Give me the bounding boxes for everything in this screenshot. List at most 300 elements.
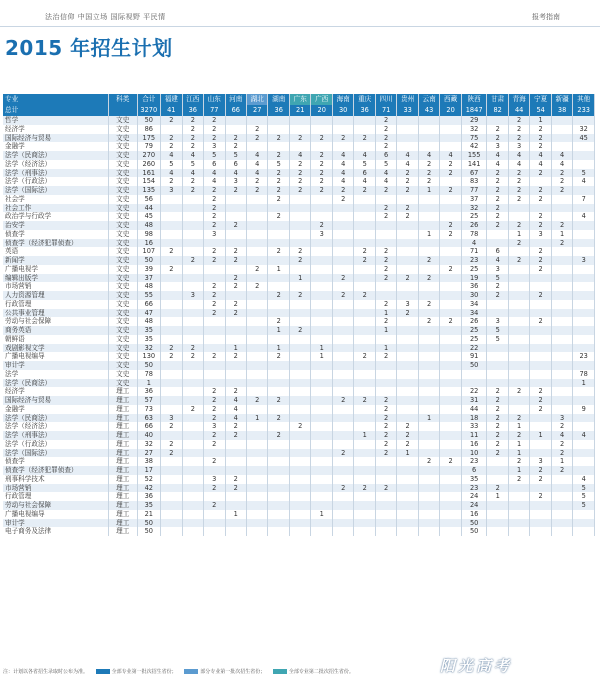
table-cell: 7 xyxy=(573,195,595,204)
table-cell xyxy=(551,204,572,213)
table-cell xyxy=(397,116,418,125)
table-cell xyxy=(332,475,353,484)
table-cell xyxy=(247,116,268,125)
table-row xyxy=(3,282,595,291)
table-cell: 1 xyxy=(508,230,529,239)
table-cell xyxy=(204,492,225,501)
table-cell xyxy=(487,116,508,125)
table-cell xyxy=(573,282,595,291)
major-name-cell: 金融学 xyxy=(3,142,108,151)
table-cell: 2 xyxy=(418,169,439,178)
table-cell: 2 xyxy=(440,230,461,239)
table-cell xyxy=(225,466,246,475)
table-cell: 155 xyxy=(461,151,487,160)
table-cell: 5 xyxy=(573,501,595,510)
table-cell xyxy=(418,527,439,536)
table-cell: 4 xyxy=(225,414,246,423)
table-cell: 2 xyxy=(204,309,225,318)
table-row xyxy=(3,151,595,160)
table-cell xyxy=(225,335,246,344)
table-cell xyxy=(332,239,353,248)
table-cell xyxy=(530,440,551,449)
table-cell: 5 xyxy=(573,484,595,493)
table-cell xyxy=(573,519,595,528)
table-cell: 1 xyxy=(311,510,332,519)
table-row xyxy=(3,379,595,388)
table-cell xyxy=(332,317,353,326)
enrollment-plan-table xyxy=(3,94,595,536)
table-row xyxy=(3,466,595,475)
table-cell: 2 xyxy=(487,484,508,493)
table-cell xyxy=(311,265,332,274)
table-cell: 3 xyxy=(161,414,182,423)
table-cell: 3 xyxy=(204,422,225,431)
table-cell xyxy=(182,457,203,466)
column-header: 青海 xyxy=(508,94,529,105)
table-cell xyxy=(397,501,418,510)
table-cell xyxy=(182,475,203,484)
major-name-cell: 社会学 xyxy=(3,195,108,204)
table-cell: 2 xyxy=(332,186,353,195)
table-cell xyxy=(440,414,461,423)
table-cell xyxy=(397,510,418,519)
table-cell xyxy=(182,379,203,388)
table-cell: 2 xyxy=(204,204,225,213)
table-cell xyxy=(418,510,439,519)
table-cell xyxy=(375,457,396,466)
table-cell xyxy=(354,387,375,396)
table-cell xyxy=(311,414,332,423)
table-cell xyxy=(247,291,268,300)
table-cell: 2 xyxy=(551,466,572,475)
table-row xyxy=(3,300,595,309)
table-cell: 3 xyxy=(204,475,225,484)
table-cell xyxy=(268,422,289,431)
table-cell xyxy=(440,501,461,510)
table-cell: 32 xyxy=(461,204,487,213)
table-cell: 2 xyxy=(508,186,529,195)
table-cell xyxy=(440,274,461,283)
table-cell xyxy=(354,519,375,528)
table-cell xyxy=(551,134,572,143)
table-cell: 1 xyxy=(551,230,572,239)
table-cell: 48 xyxy=(137,317,161,326)
table-cell xyxy=(182,326,203,335)
table-cell: 83 xyxy=(461,177,487,186)
table-cell xyxy=(289,431,310,440)
table-cell xyxy=(182,387,203,396)
table-cell: 理工 xyxy=(108,414,137,423)
table-cell xyxy=(418,326,439,335)
table-cell: 3 xyxy=(204,142,225,151)
table-row xyxy=(3,116,595,125)
table-cell xyxy=(268,457,289,466)
table-cell: 98 xyxy=(137,230,161,239)
table-cell: 2 xyxy=(354,484,375,493)
table-row xyxy=(3,230,595,239)
total-cell: 21 xyxy=(289,105,310,116)
table-cell xyxy=(354,309,375,318)
table-cell: 2 xyxy=(161,142,182,151)
table-cell: 2 xyxy=(311,151,332,160)
major-name-cell: 朝鲜语 xyxy=(3,335,108,344)
table-cell xyxy=(573,440,595,449)
table-cell xyxy=(182,230,203,239)
table-cell: 2 xyxy=(508,125,529,134)
table-cell xyxy=(354,239,375,248)
total-cell: 36 xyxy=(354,105,375,116)
table-cell xyxy=(354,414,375,423)
table-cell xyxy=(397,195,418,204)
table-cell: 2 xyxy=(551,186,572,195)
table-cell: 4 xyxy=(289,151,310,160)
table-row xyxy=(3,256,595,265)
table-cell: 5 xyxy=(487,335,508,344)
table-row xyxy=(3,274,595,283)
column-header: 宁夏 xyxy=(530,94,551,105)
table-cell xyxy=(354,501,375,510)
table-cell: 2 xyxy=(440,160,461,169)
total-cell: 54 xyxy=(530,105,551,116)
page-title: 2015 年招生计划 xyxy=(5,36,173,60)
table-cell: 2 xyxy=(508,134,529,143)
table-cell: 2 xyxy=(182,142,203,151)
table-cell xyxy=(418,309,439,318)
table-cell: 2 xyxy=(225,300,246,309)
table-cell: 2 xyxy=(487,431,508,440)
column-header: 科类 xyxy=(108,94,137,105)
table-cell xyxy=(289,344,310,353)
table-cell: 2 xyxy=(204,221,225,230)
table-cell: 2 xyxy=(204,300,225,309)
table-cell xyxy=(332,344,353,353)
table-cell: 1 xyxy=(508,422,529,431)
table-cell xyxy=(247,300,268,309)
table-cell: 理工 xyxy=(108,466,137,475)
table-cell xyxy=(289,335,310,344)
table-cell xyxy=(354,142,375,151)
total-cell: 30 xyxy=(332,105,353,116)
table-cell xyxy=(487,309,508,318)
table-cell xyxy=(418,440,439,449)
table-cell xyxy=(551,265,572,274)
table-row xyxy=(3,510,595,519)
table-cell xyxy=(551,405,572,414)
table-cell: 2 xyxy=(268,317,289,326)
table-cell: 文史 xyxy=(108,370,137,379)
table-cell xyxy=(289,195,310,204)
total-cell: 38 xyxy=(551,105,572,116)
table-cell xyxy=(182,239,203,248)
table-cell: 25 xyxy=(461,326,487,335)
table-cell: 2 xyxy=(268,396,289,405)
legend-swatch-batch1-all xyxy=(96,669,110,674)
table-cell xyxy=(268,519,289,528)
table-cell xyxy=(508,317,529,326)
table-cell xyxy=(573,204,595,213)
table-cell: 16 xyxy=(137,239,161,248)
table-cell xyxy=(551,396,572,405)
table-cell: 1 xyxy=(397,449,418,458)
table-cell: 2 xyxy=(225,422,246,431)
table-cell: 2 xyxy=(204,431,225,440)
table-cell: 57 xyxy=(137,396,161,405)
table-cell xyxy=(311,116,332,125)
table-cell xyxy=(182,335,203,344)
table-cell: 1 xyxy=(508,440,529,449)
table-cell: 3 xyxy=(161,186,182,195)
table-cell xyxy=(530,449,551,458)
table-cell xyxy=(247,326,268,335)
table-cell xyxy=(354,335,375,344)
table-cell xyxy=(311,519,332,528)
table-cell: 2 xyxy=(551,422,572,431)
table-cell xyxy=(332,335,353,344)
table-cell xyxy=(573,230,595,239)
table-cell xyxy=(530,177,551,186)
table-cell xyxy=(182,519,203,528)
table-cell: 文史 xyxy=(108,247,137,256)
table-cell xyxy=(530,239,551,248)
table-cell xyxy=(289,221,310,230)
table-cell: 4 xyxy=(530,151,551,160)
table-cell: 2 xyxy=(375,317,396,326)
legend-label-1: 全部专业第一批次招生省份； xyxy=(111,669,177,675)
table-cell xyxy=(551,326,572,335)
table-cell xyxy=(418,405,439,414)
table-cell xyxy=(440,431,461,440)
table-cell xyxy=(530,282,551,291)
table-cell xyxy=(182,501,203,510)
table-cell xyxy=(397,414,418,423)
table-cell: 1 xyxy=(311,344,332,353)
table-header-row xyxy=(3,94,595,105)
table-cell: 1 xyxy=(268,326,289,335)
table-cell xyxy=(418,396,439,405)
table-cell xyxy=(440,484,461,493)
table-cell: 154 xyxy=(137,177,161,186)
table-cell: 2 xyxy=(530,142,551,151)
table-cell xyxy=(161,212,182,221)
total-cell: 82 xyxy=(487,105,508,116)
table-cell xyxy=(487,379,508,388)
table-cell xyxy=(354,125,375,134)
table-cell xyxy=(530,510,551,519)
major-name-cell: 侦查学（经济犯罪侦查） xyxy=(3,466,108,475)
table-cell: 2 xyxy=(551,177,572,186)
table-cell xyxy=(375,361,396,370)
table-cell xyxy=(418,282,439,291)
table-cell: 86 xyxy=(137,125,161,134)
major-name-cell: 劳动与社会保障 xyxy=(3,501,108,510)
table-cell xyxy=(573,510,595,519)
table-cell: 2 xyxy=(375,265,396,274)
table-cell xyxy=(487,370,508,379)
table-cell xyxy=(397,142,418,151)
table-cell: 理工 xyxy=(108,422,137,431)
major-name-cell: 行政管理 xyxy=(3,300,108,309)
table-cell: 4 xyxy=(182,169,203,178)
table-cell xyxy=(440,510,461,519)
table-cell: 2 xyxy=(161,344,182,353)
table-cell: 4 xyxy=(508,151,529,160)
table-cell: 理工 xyxy=(108,492,137,501)
table-cell xyxy=(440,195,461,204)
table-cell: 4 xyxy=(573,212,595,221)
table-cell: 21 xyxy=(137,510,161,519)
table-cell: 35 xyxy=(137,335,161,344)
table-cell xyxy=(204,510,225,519)
table-cell xyxy=(573,300,595,309)
table-cell xyxy=(268,142,289,151)
table-cell xyxy=(225,195,246,204)
column-header: 四川 xyxy=(375,94,396,105)
table-cell: 91 xyxy=(461,352,487,361)
table-cell xyxy=(397,134,418,143)
header-section: 报考指南 xyxy=(532,13,560,21)
table-cell xyxy=(354,195,375,204)
table-cell: 3 xyxy=(551,414,572,423)
table-cell: 4 xyxy=(204,169,225,178)
table-cell: 理工 xyxy=(108,449,137,458)
table-cell xyxy=(204,466,225,475)
table-cell xyxy=(530,300,551,309)
major-name-cell: 市场营销 xyxy=(3,282,108,291)
table-cell: 141 xyxy=(461,160,487,169)
table-cell xyxy=(530,414,551,423)
table-cell xyxy=(204,527,225,536)
table-cell xyxy=(289,484,310,493)
table-cell: 文史 xyxy=(108,230,137,239)
table-cell: 2 xyxy=(530,317,551,326)
table-cell: 理工 xyxy=(108,519,137,528)
column-header: 甘肃 xyxy=(487,94,508,105)
table-cell: 161 xyxy=(137,169,161,178)
table-cell xyxy=(182,431,203,440)
table-cell: 2 xyxy=(508,177,529,186)
table-cell: 10 xyxy=(461,449,487,458)
major-name-cell: 广播电视编导 xyxy=(3,510,108,519)
table-cell xyxy=(530,204,551,213)
table-cell xyxy=(508,212,529,221)
column-header: 贵州 xyxy=(397,94,418,105)
table-cell xyxy=(204,239,225,248)
table-cell: 2 xyxy=(204,352,225,361)
table-cell: 文史 xyxy=(108,274,137,283)
table-cell xyxy=(247,195,268,204)
column-header: 合计 xyxy=(137,94,161,105)
table-cell: 理工 xyxy=(108,431,137,440)
table-cell xyxy=(247,510,268,519)
table-cell xyxy=(397,475,418,484)
table-cell: 2 xyxy=(161,177,182,186)
table-cell: 37 xyxy=(137,274,161,283)
table-cell xyxy=(182,414,203,423)
table-cell xyxy=(508,510,529,519)
table-cell xyxy=(182,527,203,536)
table-cell: 2 xyxy=(204,125,225,134)
table-cell: 2 xyxy=(247,125,268,134)
table-cell xyxy=(268,125,289,134)
table-row xyxy=(3,457,595,466)
table-cell xyxy=(508,300,529,309)
table-cell xyxy=(182,396,203,405)
table-cell: 理工 xyxy=(108,387,137,396)
table-cell xyxy=(508,405,529,414)
table-cell xyxy=(161,527,182,536)
table-cell xyxy=(332,414,353,423)
table-cell: 2 xyxy=(332,484,353,493)
table-cell: 2 xyxy=(487,414,508,423)
table-cell: 3 xyxy=(487,317,508,326)
major-name-cell: 社会工作 xyxy=(3,204,108,213)
table-cell: 1 xyxy=(530,431,551,440)
major-name-cell: 公共事业管理 xyxy=(3,309,108,318)
table-cell xyxy=(487,501,508,510)
table-cell: 2 xyxy=(225,387,246,396)
table-cell: 4 xyxy=(225,405,246,414)
table-cell: 2 xyxy=(332,396,353,405)
table-cell xyxy=(161,326,182,335)
table-cell xyxy=(508,344,529,353)
table-cell: 2 xyxy=(182,116,203,125)
table-cell: 24 xyxy=(461,501,487,510)
table-cell xyxy=(161,457,182,466)
table-cell xyxy=(397,282,418,291)
table-cell xyxy=(440,492,461,501)
table-cell: 35 xyxy=(137,501,161,510)
table-cell: 4 xyxy=(161,151,182,160)
table-cell xyxy=(332,431,353,440)
table-row xyxy=(3,204,595,213)
table-cell xyxy=(182,466,203,475)
major-name-cell: 哲学 xyxy=(3,116,108,125)
table-cell: 2 xyxy=(268,212,289,221)
table-cell xyxy=(551,492,572,501)
table-cell xyxy=(397,457,418,466)
table-cell: 3 xyxy=(487,265,508,274)
table-cell: 4 xyxy=(418,151,439,160)
table-cell xyxy=(508,352,529,361)
table-cell: 4 xyxy=(573,431,595,440)
table-cell xyxy=(397,361,418,370)
column-header: 山东 xyxy=(204,94,225,105)
table-cell xyxy=(375,466,396,475)
table-cell xyxy=(354,212,375,221)
table-cell: 23 xyxy=(573,352,595,361)
table-cell: 107 xyxy=(137,247,161,256)
table-cell: 32 xyxy=(573,125,595,134)
table-cell: 63 xyxy=(137,414,161,423)
table-cell xyxy=(289,527,310,536)
table-cell xyxy=(418,501,439,510)
table-cell: 2 xyxy=(375,212,396,221)
table-cell: 文史 xyxy=(108,116,137,125)
table-cell xyxy=(440,300,461,309)
table-cell xyxy=(311,142,332,151)
table-cell xyxy=(182,317,203,326)
table-cell xyxy=(418,335,439,344)
table-cell xyxy=(247,204,268,213)
total-cell: 77 xyxy=(204,105,225,116)
table-cell xyxy=(311,379,332,388)
major-name-cell: 法学（国际法） xyxy=(3,186,108,195)
table-cell: 2 xyxy=(418,317,439,326)
column-header: 海南 xyxy=(332,94,353,105)
table-cell xyxy=(289,457,310,466)
major-name-cell: 法学（行政法） xyxy=(3,440,108,449)
table-cell xyxy=(508,282,529,291)
